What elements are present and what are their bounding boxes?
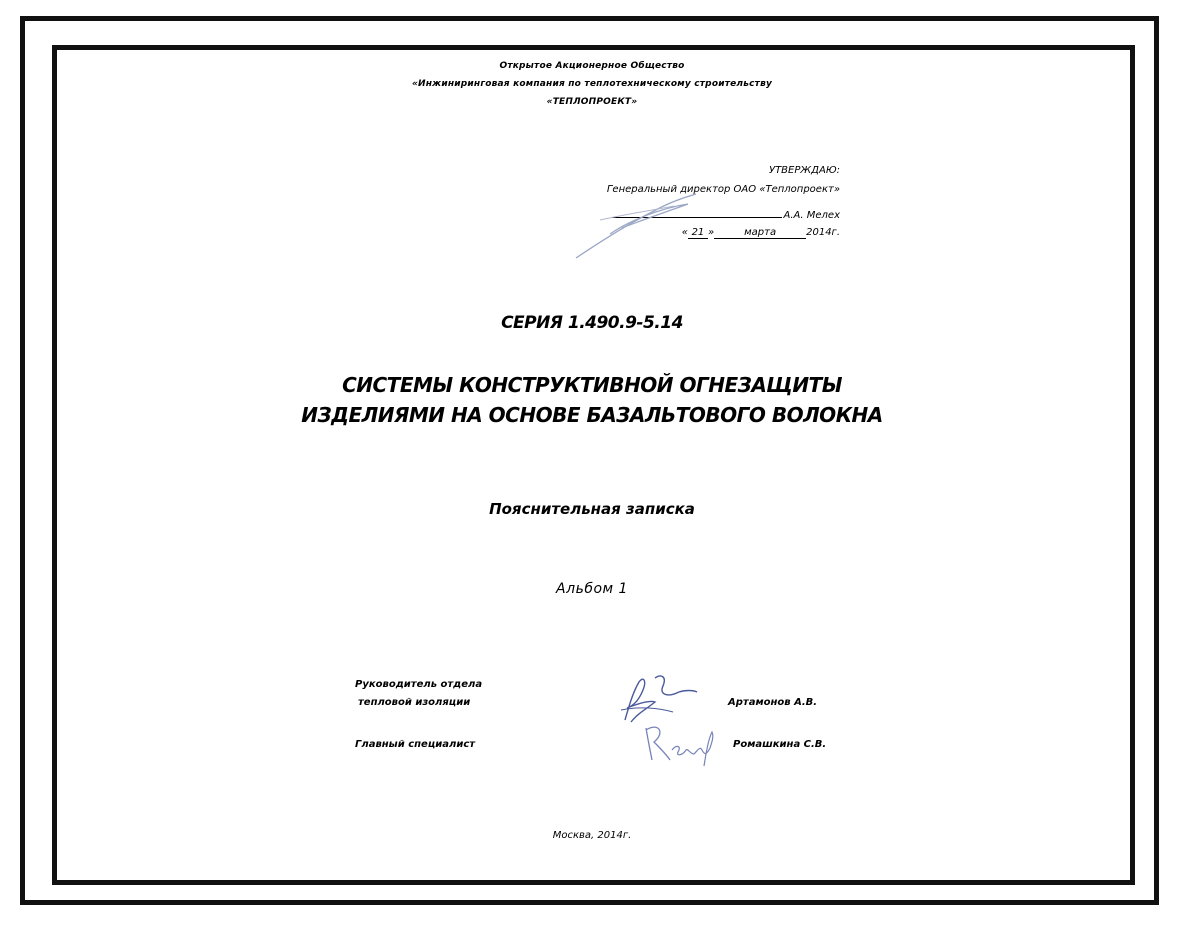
- signatory-2-name: Ромашкина С.В.: [733, 739, 827, 750]
- org-line-2: «Инжиниринговая компания по теплотехническому строительству: [411, 79, 773, 89]
- approval-date-year: 2014г.: [806, 227, 840, 238]
- org-line-3: «ТЕПЛОПРОЕКТ»: [546, 97, 638, 107]
- signatory-1-role-line-1: Руководитель отдела: [355, 679, 483, 690]
- approval-heading: УТВЕРЖДАЮ:: [768, 165, 840, 176]
- signatory-2-signature: [640, 720, 720, 770]
- org-line-1: Открытое Акционерное Общество: [499, 61, 685, 71]
- signatory-1-name: Артамонов А.В.: [728, 697, 818, 708]
- title-line-2: ИЗДЕЛИЯМИ НА ОСНОВЕ БАЗАЛЬТОВОГО ВОЛОКНА: [301, 403, 883, 427]
- album-number: Альбом 1: [556, 581, 628, 597]
- approval-date: « 21 » марта 2014г.: [681, 227, 840, 238]
- approval-name: А.А. Мелех: [783, 210, 840, 221]
- inner-frame: [52, 45, 1135, 885]
- approval-date-month: марта: [714, 228, 806, 239]
- director-signature: [570, 190, 720, 265]
- approval-position: Генеральный директор ОАО «Теплопроект»: [606, 184, 840, 195]
- title-line-1: СИСТЕМЫ КОНСТРУКТИВНОЙ ОГНЕЗАЩИТЫ: [342, 373, 842, 397]
- signatory-1-role-line-2: тепловой изоляции: [358, 697, 471, 708]
- city-year: Москва, 2014г.: [552, 830, 632, 841]
- series-number: СЕРИЯ 1.490.9-5.14: [501, 313, 683, 333]
- signatory-2-role: Главный специалист: [355, 739, 476, 750]
- approval-date-day: 21: [688, 228, 708, 239]
- document-type: Пояснительная записка: [489, 500, 695, 518]
